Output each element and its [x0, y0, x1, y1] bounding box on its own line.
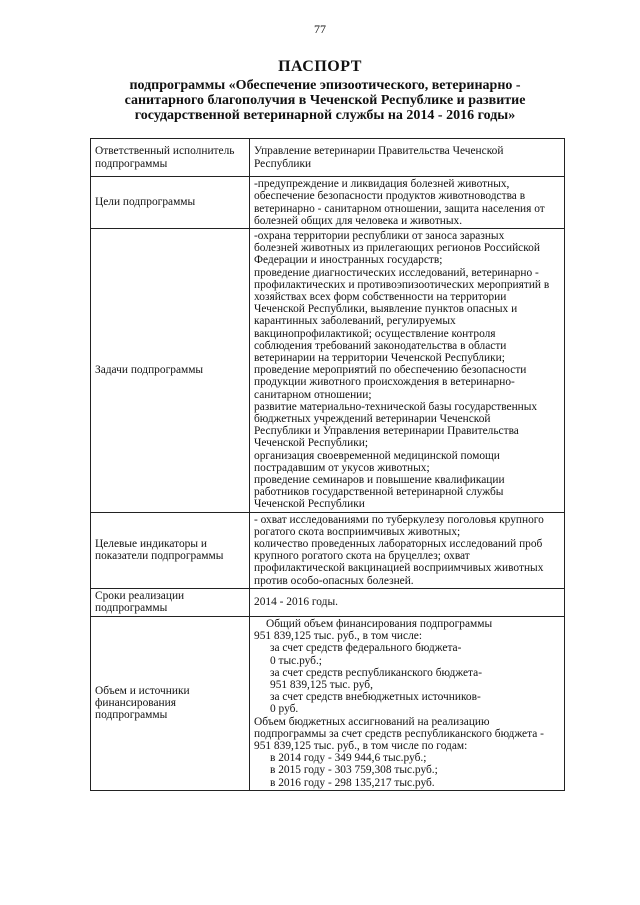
tasks-line: Чеченской Республики;: [254, 437, 369, 450]
table-row-terms: [91, 588, 565, 616]
funding-republic-label: за счет средств республиканского бюджета-: [270, 666, 482, 679]
executor-value: Управление ветеринарии Правительства Чеченской Республики: [250, 139, 565, 177]
funding-allocation-line: 951 839,125 тыс. руб., в том числе по годам:: [254, 739, 468, 752]
tasks-label: Задачи подпрограммы: [91, 229, 250, 513]
executor-label: Ответственный исполнитель подпрограммы: [91, 139, 250, 177]
tasks-line: соблюдения требований законодательства в области: [254, 339, 507, 352]
indicators-value: [250, 512, 565, 588]
goals-value: -предупреждение и ликвидация болезней животных, обеспечение безопасности продуктов животноводства в ветеринарно - санитарном отношении, защита населения от болезней общих для человека и животных.: [250, 177, 565, 229]
table-row-tasks: [91, 229, 565, 513]
indicators-line: профилактической вакцинацией восприимчивых животных: [254, 562, 544, 575]
indicators-line: количество проведенных лабораторных исследований проб: [254, 538, 543, 551]
table-row-funding: [91, 616, 565, 790]
funding-year-2015: в 2015 году - 303 759,308 тыс.руб.;: [270, 764, 438, 777]
funding-value: [250, 616, 565, 790]
indicators-line: против особо-опасных болезней.: [254, 574, 414, 587]
indicators-line: крупного рогатого скота на бруцеллез; охват: [254, 550, 470, 563]
tasks-line: ветеринарии на территории Чеченской Республики;: [254, 352, 505, 365]
tasks-line: продукции животного происхождения в ветеринарно-: [254, 376, 515, 389]
tasks-value: [250, 229, 565, 513]
tasks-line: работников государственной ветеринарной службы: [254, 486, 504, 499]
funding-label: Объем и источники финансирования подпрограммы: [91, 616, 250, 790]
funding-extra-label: за счет средств внебюджетных источников-: [270, 691, 481, 704]
tasks-line: бюджетных учреждений ветеринарии Чеченской: [254, 413, 491, 426]
tasks-line: вакцинопрофилактикой; осуществление контроля: [254, 327, 496, 340]
terms-value: 2014 - 2016 годы.: [250, 588, 565, 616]
tasks-line: профилактических и противоэпизоотических мероприятий в: [254, 278, 550, 291]
funding-total-amount: 951 839,125 тыс. руб., в том числе:: [254, 630, 422, 643]
funding-allocation-line: Объем бюджетных ассигнований на реализацию: [254, 715, 490, 728]
tasks-line: болезней животных из прилегающих регионов Российской: [254, 242, 540, 255]
tasks-line: организация своевременной медицинской помощи: [254, 449, 500, 462]
funding-republic-value: 951 839,125 тыс. руб,: [270, 678, 373, 691]
tasks-line: проведение диагностических исследований, ветеринарно -: [254, 266, 539, 279]
page-number: 77: [314, 22, 326, 36]
tasks-line: развитие материально-технической базы государственных: [254, 400, 538, 413]
tasks-line: хозяйствах всех форм собственности на территории: [254, 291, 507, 304]
tasks-line: пострадавшим от укусов животных;: [254, 461, 430, 474]
goals-label: Цели подпрограммы: [91, 177, 250, 229]
table-row-executor: [91, 139, 565, 177]
funding-federal-value: 0 тыс.руб.;: [270, 654, 322, 667]
funding-total-line: Общий объем финансирования подпрограммы: [266, 617, 493, 630]
tasks-line: проведение семинаров и повышение квалификации: [254, 474, 505, 487]
funding-federal-label: за счет средств федерального бюджета-: [270, 642, 462, 655]
tasks-line: -охрана территории республики от заноса заразных: [254, 230, 505, 242]
funding-year-2016: в 2016 году - 298 135,217 тыс.руб.: [270, 776, 435, 789]
tasks-line: Чеченской Республики: [254, 498, 365, 511]
indicators-line: рогатого скота восприимчивых животных;: [254, 525, 461, 538]
funding-allocation-line: подпрограммы за счет средств республиканского бюджета -: [254, 727, 544, 740]
tasks-line: санитарном отношении;: [254, 388, 372, 401]
document-title: ПАСПОРТ: [278, 58, 362, 75]
terms-label: Сроки реализации подпрограммы: [91, 588, 250, 616]
tasks-line: Федерации и иностранных государств;: [254, 254, 443, 267]
indicators-label: Целевые индикаторы и показатели подпрограммы: [91, 512, 250, 588]
tasks-line: карантинных заболеваний, регулируемых: [254, 315, 456, 328]
tasks-line: Республики и Управления ветеринарии Правительства: [254, 425, 519, 438]
funding-extra-value: 0 руб.: [270, 703, 299, 716]
passport-table: [90, 138, 565, 791]
funding-year-2014: в 2014 году - 349 944,6 тыс.руб.;: [270, 752, 427, 765]
table-row-indicators: [91, 512, 565, 588]
tasks-line: проведение мероприятий по обеспечению безопасности: [254, 364, 527, 377]
tasks-line: Чеченской Республики, выявление пунктов опасных и: [254, 303, 518, 316]
table-row-goals: [91, 177, 565, 229]
indicators-line: - охват исследованиями по туберкулезу поголовья крупного: [254, 513, 544, 526]
document-subtitle: подпрограммы «Обеспечение эпизоотического, ветеринарно - санитарного благополучия в Чеченской Республике и развитие государственной ветеринарной службы на 2014 - 2016 годы»: [124, 78, 526, 123]
